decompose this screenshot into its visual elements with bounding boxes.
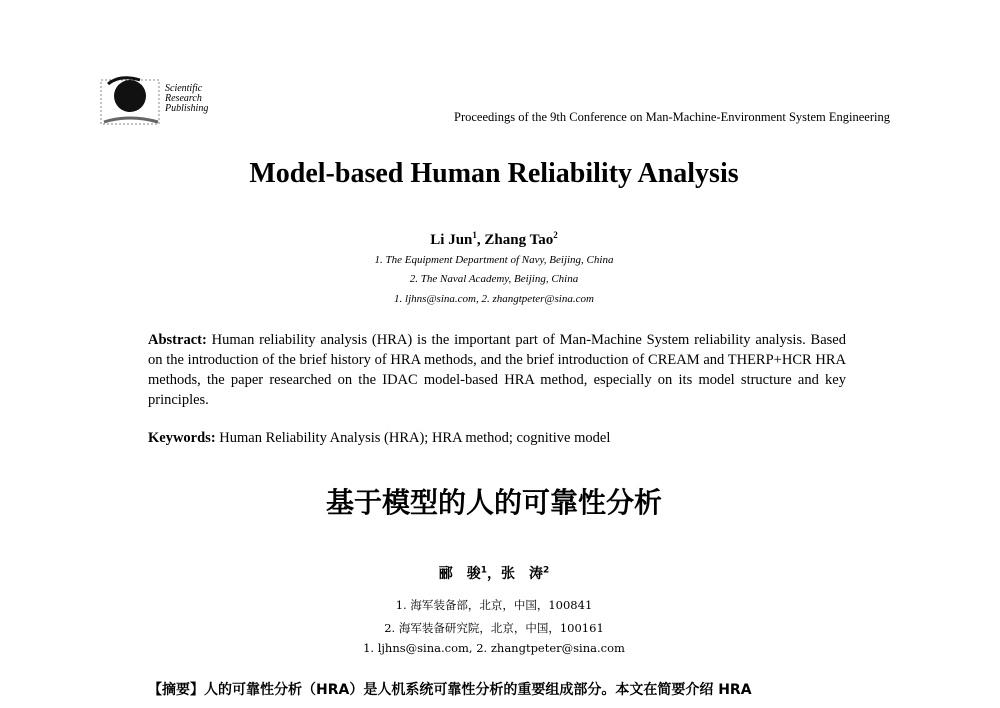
separator: ， (487, 566, 501, 582)
author-name: 张 涛 (501, 566, 543, 582)
author-sup: 1 (472, 230, 477, 240)
author-emails: 1. ljhns@sina.com, 2. zhangtpeter@sina.com (394, 293, 594, 305)
author-sup: 1 (480, 565, 487, 576)
authors (0, 230, 988, 249)
author-name: Zhang Tao (484, 232, 554, 248)
chinese-affiliation: 1. 海军装备部，北京，中国，100841 (395, 598, 593, 612)
chinese-affiliation: 2. 海军装备研究院，北京，中国，100161 (384, 621, 604, 635)
keywords (148, 428, 846, 448)
affiliation: 2. The Naval Academy, Beijing, China (409, 273, 579, 285)
abstract (148, 330, 846, 410)
author-sup: 2 (543, 565, 550, 576)
chinese-abstract: 【摘要】人的可靠性分析（HRA）是人机系统可靠性分析的重要组成部分。本文在简要介绍 HRA (148, 682, 752, 698)
affiliation: 1. The Equipment Department of Navy, Beijing, China (374, 254, 614, 266)
chinese-authors (0, 563, 988, 583)
chinese-emails: 1. ljhns@sina.com, 2. zhangtpeter@sina.com (363, 641, 625, 655)
proceedings-header: Proceedings of the 9th Conference on Man-Machine-Environment System Engineering (454, 110, 890, 124)
publisher-name (165, 84, 208, 114)
publisher-line: Scientific (165, 83, 203, 94)
paper-title: Model-based Human Reliability Analysis (249, 158, 739, 189)
chinese-title: 基于模型的人的可靠性分析 (325, 486, 662, 519)
keywords-label: Keywords: (148, 430, 216, 446)
publisher-logo-globe-icon (100, 74, 162, 126)
publisher-line: Research (165, 93, 202, 104)
publisher-line: Publishing (165, 103, 209, 114)
separator: , (476, 232, 485, 248)
abstract-text: Human reliability analysis (HRA) is the important part of Man-Machine System reliability analysis. Based on the introduction of the brief history of HRA methods, and the brief introduction of CREAM and THERP+HCR HRA methods, the paper researched on the IDAC model-based HRA method, especially on its model structure and key principles. (148, 332, 846, 408)
author-name: 郦 骏 (438, 566, 481, 582)
author-sup: 2 (553, 230, 558, 240)
keywords-text: Human Reliability Analysis (HRA); HRA method; cognitive model (215, 430, 611, 446)
abstract-label: Abstract: (148, 332, 207, 348)
author-name: Li Jun (430, 232, 473, 248)
